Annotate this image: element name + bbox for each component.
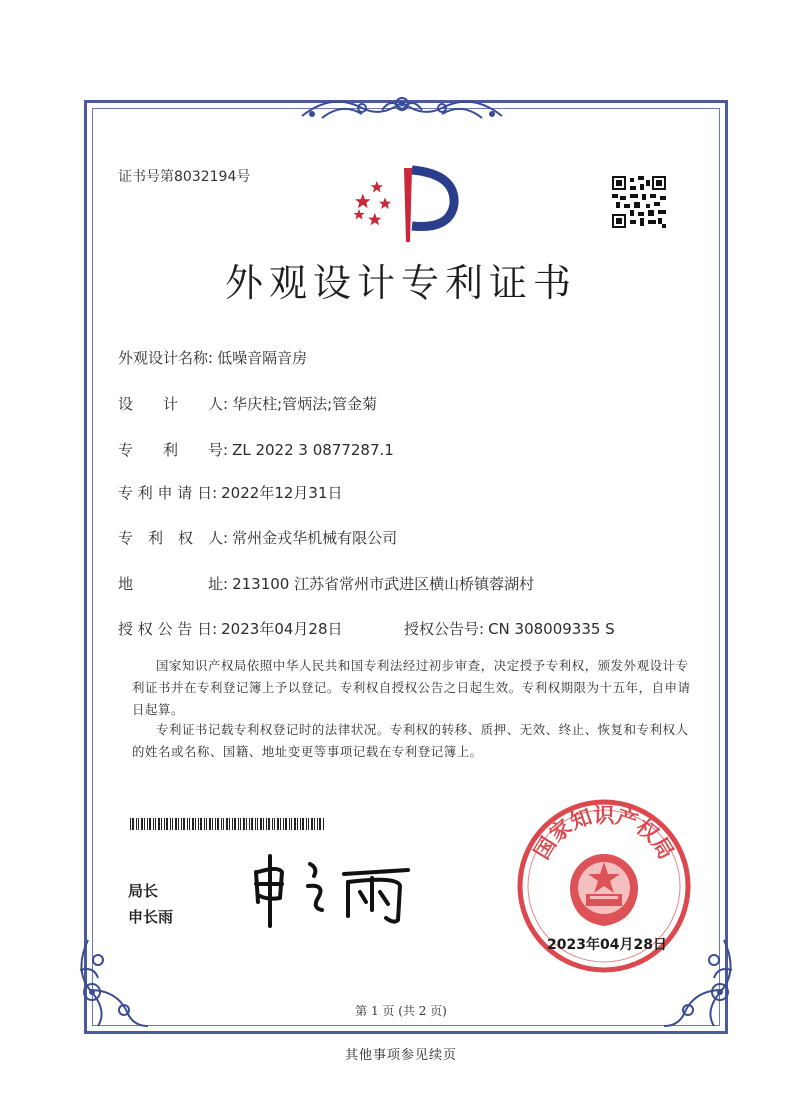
field-grant-date [118, 618, 343, 639]
field-application-date [118, 482, 343, 503]
address-label: 地 址: [118, 575, 229, 593]
design-name-value: 低噪音隔音房 [217, 349, 308, 367]
footer-note: 其他事项参见续页 [344, 1048, 457, 1063]
grant-statement-paragraph: 国家知识产权局依照中华人民共和国专利法经过初步审查，决定授予专利权，颁发外观设计专利证书并在专利登记簿上予以登记。专利权自授权公告之日起生效。专利权期限为十五年，自申请日起算。 [132, 658, 691, 717]
cnipa-logo-icon [346, 160, 466, 250]
page-number: 第 1 页 (共 2 页) [355, 1004, 447, 1018]
patentee-value: 常州金戎华机械有限公司 [232, 529, 398, 547]
patentee-label: 专 利 权 人: [118, 529, 229, 547]
designer-label: 设 计 人: [118, 395, 229, 413]
director-title: 局长 [128, 882, 159, 900]
certificate-number: 证书号第8032194号 [118, 169, 251, 185]
top-ornament-icon [292, 88, 512, 128]
grant-no-label: 授权公告号: [404, 620, 485, 638]
seal-text: 国家知识产权局 [529, 803, 679, 864]
legal-status-paragraph: 专利证书记载专利权登记时的法律状况。专利权的转移、质押、无效、终止、恢复和专利权人的姓名或名称、国籍、地址变更等事项记载在专利登记簿上。 [132, 722, 689, 759]
address-value: 213100 江苏省常州市武进区横山桥镇蓉湖村 [232, 575, 535, 593]
field-grant-no [404, 618, 615, 639]
field-design-name [118, 347, 307, 368]
seal-date: 2023年04月28日 [547, 937, 667, 953]
director-name: 申长雨 [128, 908, 174, 926]
grant-date-value: 2023年04月28日 [221, 620, 343, 638]
patent-no-value: ZL 2022 3 0877287.1 [232, 441, 394, 459]
design-name-label: 外观设计名称: [118, 349, 214, 367]
grant-no-value: CN 308009335 S [488, 620, 615, 638]
director-signature-icon [248, 850, 418, 930]
designer-value: 华庆柱;管炳法;管金菊 [232, 395, 378, 413]
field-address [118, 573, 534, 594]
field-patent-no [118, 439, 394, 460]
field-designer [118, 393, 377, 414]
application-date-label: 专 利 申 请 日: [118, 484, 218, 502]
patent-no-label: 专 利 号: [118, 441, 229, 459]
qr-code-icon[interactable] [612, 176, 666, 228]
field-patentee [118, 527, 397, 548]
grant-date-label: 授 权 公 告 日: [118, 620, 218, 638]
barcode-icon [130, 818, 326, 830]
application-date-value: 2022年12月31日 [221, 484, 343, 502]
page-title: 外观设计专利证书 [224, 261, 577, 305]
